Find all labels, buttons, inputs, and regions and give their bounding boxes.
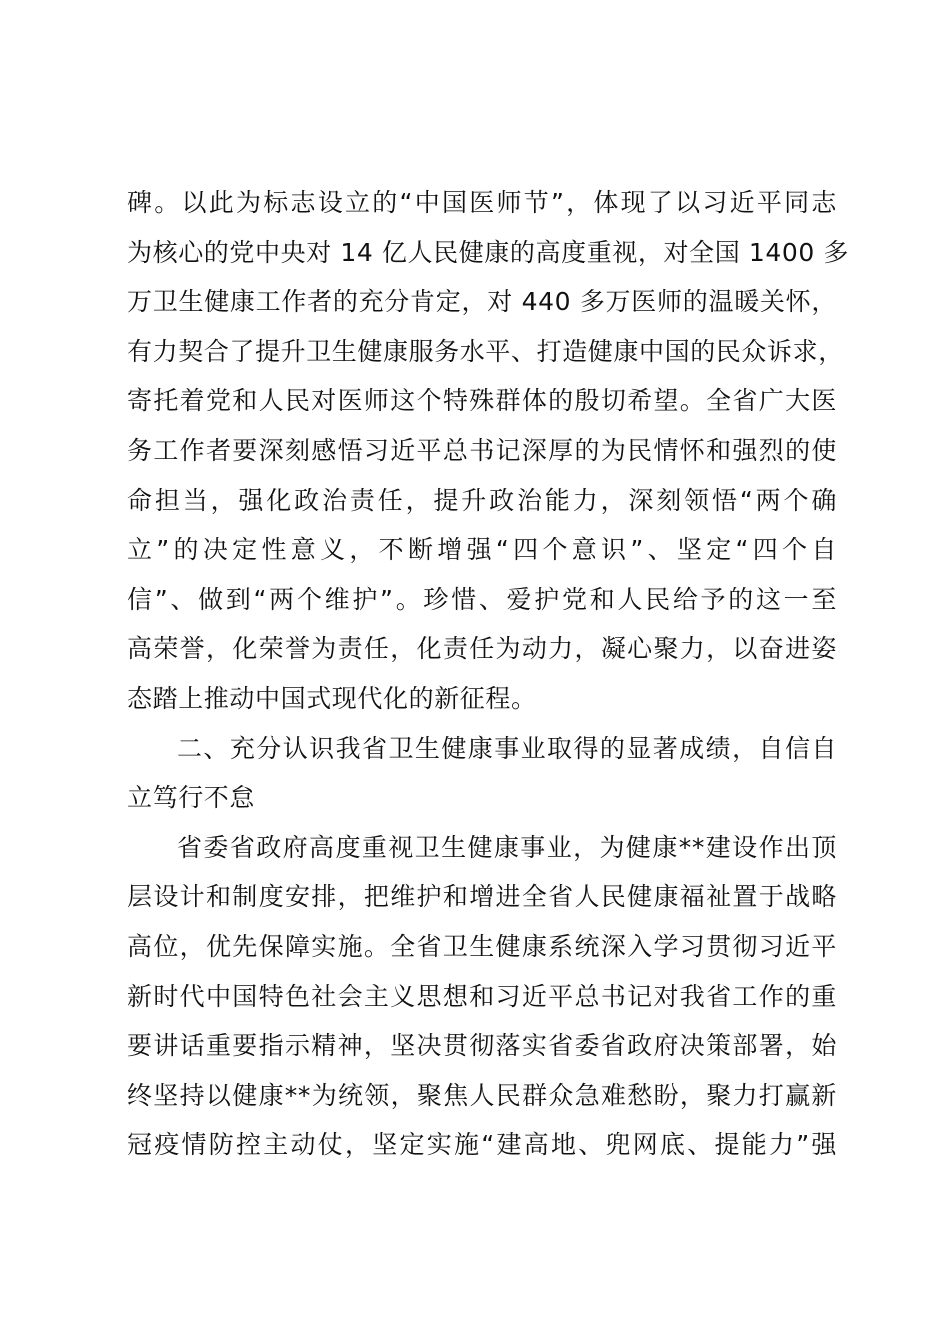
text-line: 命担当，强化政治责任，提升政治能力，深刻领悟“两个确 [127,485,837,515]
text-line: 新时代中国特色社会主义思想和习近平总书记对我省工作的重 [127,981,837,1011]
paragraph [127,823,837,1170]
text-line: 高荣誉，化荣誉为责任，化责任为动力，凝心聚力，以奋进姿 [127,634,837,664]
text-line: 终坚持以健康**为统领，聚焦人民群众急难愁盼，聚力打赢新 [127,1080,837,1110]
text-line: 务工作者要深刻感悟习近平总书记深厚的为民情怀和强烈的使 [127,435,837,465]
text-line: 碑。以此为标志设立的“中国医师节”，体现了以习近平同志 [127,188,837,217]
text-line: 为核心的党中央对 14 亿人民健康的高度重视，对全国 1400 多 [127,237,850,267]
text-line: 有力契合了提升卫生健康服务水平、打造健康中国的民众诉求， [127,336,844,366]
heading-line: 二、充分认识我省卫生健康事业取得的显著成绩，自信自 [177,733,837,763]
text-line: 立”的决定性意义，不断增强“四个意识”、坚定“四个自 [127,535,837,565]
text-line: 信”、做到“两个维护”。珍惜、爱护党和人民给予的这一至 [127,584,837,614]
paragraph-continued [127,178,850,724]
section-heading [127,724,837,823]
text-line: 要讲话重要指示精神，坚决贯彻落实省委省政府决策部署，始 [127,1031,837,1061]
text-line: 万卫生健康工作者的充分肯定，对 440 多万医师的温暖关怀， [127,287,837,317]
document-body [127,178,850,1170]
text-line: 寄托着党和人民对医师这个特殊群体的殷切希望。全省广大医 [127,386,837,416]
text-line: 冠疫情防控主动仗，坚定实施“建高地、兜网底、提能力”强 [127,1130,837,1160]
text-line: 高位，优先保障实施。全省卫生健康系统深入学习贯彻习近平 [127,931,837,961]
text-line: 层设计和制度安排，把维护和增进全省人民健康福祉置于战略 [127,882,837,912]
text-line: 态踏上推动中国式现代化的新征程。 [127,683,537,713]
text-line: 省委省政府高度重视卫生健康事业，为健康**建设作出顶 [177,832,837,862]
heading-line: 立笃行不怠 [127,783,256,813]
